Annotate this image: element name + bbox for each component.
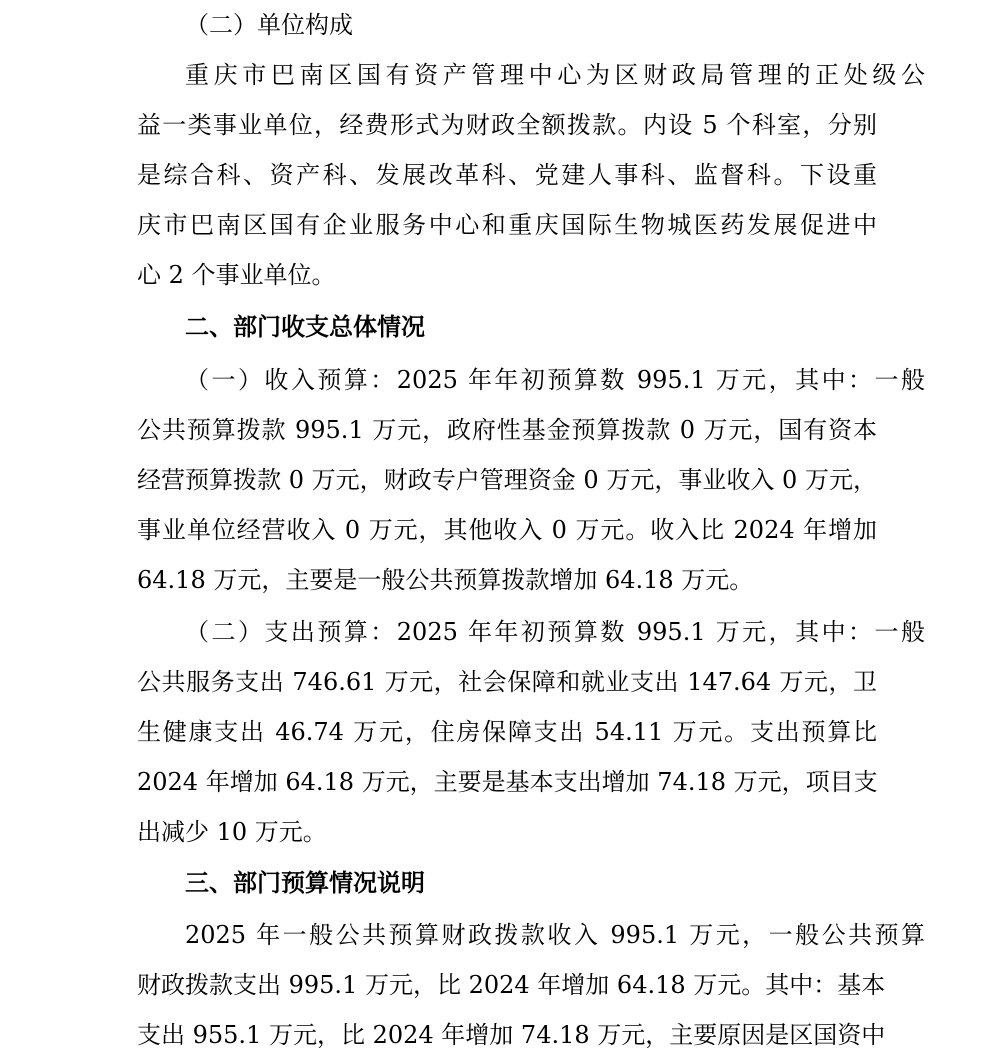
paragraph-line: 财政拨款支出 995.1 万元，比 2024 年增加 64.18 万元。其中：基本 [137,971,886,999]
paragraph-line: 心 2 个事业单位。 [137,261,336,289]
paragraph-line: 是综合科、资产科、发展改革科、党建人事科、监督科。下设重 [137,161,877,189]
paragraph-line: 出减少 10 万元。 [137,818,327,846]
paragraph-line: 益一类事业单位，经费形式为财政全额拨款。内设 5 个科室，分别 [137,111,877,139]
paragraph-line: 支出 955.1 万元，比 2024 年增加 74.18 万元，主要原因是区国资中 [137,1021,886,1049]
paragraph-line: 重庆市巴南区国有资产管理中心为区财政局管理的正处级公 [185,61,925,89]
paragraph-line: 事业单位经营收入 0 万元，其他收入 0 万元。收入比 2024 年增加 [137,516,877,544]
section-heading-budget-explanation: 三、部门预算情况说明 [185,868,425,897]
section-heading-revenue-expenditure: 二、部门收支总体情况 [185,312,425,341]
paragraph-line: 公共服务支出 746.61 万元，社会保障和就业支出 147.64 万元，卫 [137,668,877,696]
paragraph-line: 64.18 万元，主要是一般公共预算拨款增加 64.18 万元。 [137,566,754,594]
paragraph-line: 生健康支出 46.74 万元，住房保障支出 54.11 万元。支出预算比 [137,718,877,746]
paragraph-line: 公共预算拨款 995.1 万元，政府性基金预算拨款 0 万元，国有资本 [137,416,877,444]
paragraph-line: 经营预算拨款 0 万元，财政专户管理资金 0 万元，事业收入 0 万元， [137,466,877,494]
paragraph-line: 2025 年一般公共预算财政拨款收入 995.1 万元，一般公共预算 [185,921,925,949]
paragraph-line: （二）支出预算：2025 年年初预算数 995.1 万元，其中：一般 [185,618,925,646]
paragraph-line: 庆市巴南区国有企业服务中心和重庆国际生物城医药发展促进中 [137,211,877,239]
paragraph-line: 2024 年增加 64.18 万元，主要是基本支出增加 74.18 万元，项目支 [137,768,878,796]
subsection-heading-unit-composition: （二）单位构成 [185,11,353,39]
paragraph-line: （一）收入预算：2025 年年初预算数 995.1 万元，其中：一般 [185,366,925,394]
